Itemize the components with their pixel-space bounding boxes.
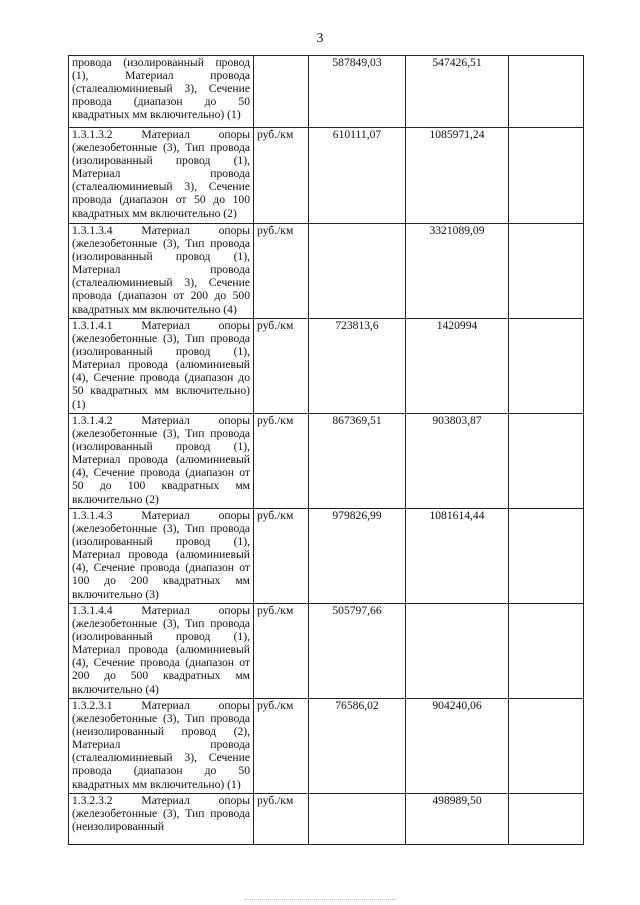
row-unit	[254, 56, 309, 128]
table-row	[69, 56, 584, 128]
row-value-2: 1081614,44	[406, 509, 509, 604]
table-row	[69, 509, 584, 604]
row-value-1: 76586,02	[309, 699, 406, 794]
row-description: 1.3.2.3.2 Материал опоры (железобетонные (3), Тип провода (неизолированный	[69, 794, 254, 845]
row-description: 1.3.1.3.2 Материал опоры (железобетонные (3), Тип провода (изолированный провод (1), Материал провода (сталеалюминиевый 3), Сечение провода (диапазон от 50 до 100 квадратных мм включительно (2)	[69, 128, 254, 224]
row-value-2: 3321089,09	[406, 224, 509, 319]
tariff-table	[68, 55, 584, 845]
row-unit: руб./км	[254, 604, 309, 699]
row-description: 1.3.1.4.3 Материал опоры (железобетонные (3), Тип провода (изолированный провод (1), Материал провода (алюминиевый (4), Сечение провода (диапазон от 100 до 200 квадратных мм включительно (3)	[69, 509, 254, 604]
row-description: 1.3.1.4.4 Материал опоры (железобетонные (3), Тип провода (изолированный провод (1), Материал провода (алюминиевый (4), Сечение провода (диапазон от 200 до 500 квадратных мм включительно (4)	[69, 604, 254, 699]
row-unit: руб./км	[254, 128, 309, 224]
row-unit: руб./км	[254, 319, 309, 414]
row-unit: руб./км	[254, 414, 309, 509]
row-value-3	[509, 604, 584, 699]
row-unit: руб./км	[254, 794, 309, 845]
row-value-2: 498989,50	[406, 794, 509, 845]
row-value-3	[509, 319, 584, 414]
row-value-2: 903803,87	[406, 414, 509, 509]
row-description: 1.3.1.4.1 Материал опоры (железобетонные (3), Тип провода (изолированный провод (1), Материал провода (алюминиевый (4), Сечение провода (диапазон до 50 квадратных мм включительно) (1)	[69, 319, 254, 414]
table-row	[69, 794, 584, 845]
row-value-1: 587849,03	[309, 56, 406, 128]
row-description: 1.3.2.3.1 Материал опоры (железобетонные (3), Тип провода (неизолированный провод (2), Материал провода (сталеалюминиевый 3), Сечение провода (диапазон до 50 квадратных мм включительно) (1)	[69, 699, 254, 794]
row-unit: руб./км	[254, 699, 309, 794]
row-value-3	[509, 699, 584, 794]
row-description: провода (изолированный провод (1), Материал провода (сталеалюминиевый 3), Сечение провода (диапазон до 50 квадратных мм включительно) (1)	[69, 56, 254, 128]
row-value-1: 979826,99	[309, 509, 406, 604]
row-unit: руб./км	[254, 509, 309, 604]
row-value-1: 867369,51	[309, 414, 406, 509]
row-value-2: 1420994	[406, 319, 509, 414]
row-value-1: 723813,6	[309, 319, 406, 414]
scan-artifact-line	[245, 899, 395, 902]
table-row	[69, 224, 584, 319]
row-value-1: 505797,66	[309, 604, 406, 699]
table-row	[69, 128, 584, 224]
page-number: 3	[316, 31, 324, 46]
row-value-2	[406, 604, 509, 699]
row-description: 1.3.1.4.2 Материал опоры (железобетонные (3), Тип провода (изолированный провод (1), Материал провода (алюминиевый (4), Сечение провода (диапазон от 50 до 100 квадратных мм включительно (2)	[69, 414, 254, 509]
row-value-3	[509, 224, 584, 319]
row-value-2: 547426,51	[406, 56, 509, 128]
row-value-3	[509, 56, 584, 128]
row-value-2: 1085971,24	[406, 128, 509, 224]
row-value-3	[509, 794, 584, 845]
row-value-3	[509, 509, 584, 604]
row-value-1: 610111,07	[309, 128, 406, 224]
table-row	[69, 319, 584, 414]
row-unit: руб./км	[254, 224, 309, 319]
table-row	[69, 699, 584, 794]
table-row	[69, 604, 584, 699]
row-description: 1.3.1.3.4 Материал опоры (железобетонные (3), Тип провода (изолированный провод (1), Материал провода (сталеалюминиевый 3), Сечение провода (диапазон от 200 до 500 квадратных мм включительно (4)	[69, 224, 254, 319]
row-value-3	[509, 414, 584, 509]
row-value-2: 904240,06	[406, 699, 509, 794]
row-value-1	[309, 794, 406, 845]
row-value-3	[509, 128, 584, 224]
table-row	[69, 414, 584, 509]
row-value-1	[309, 224, 406, 319]
